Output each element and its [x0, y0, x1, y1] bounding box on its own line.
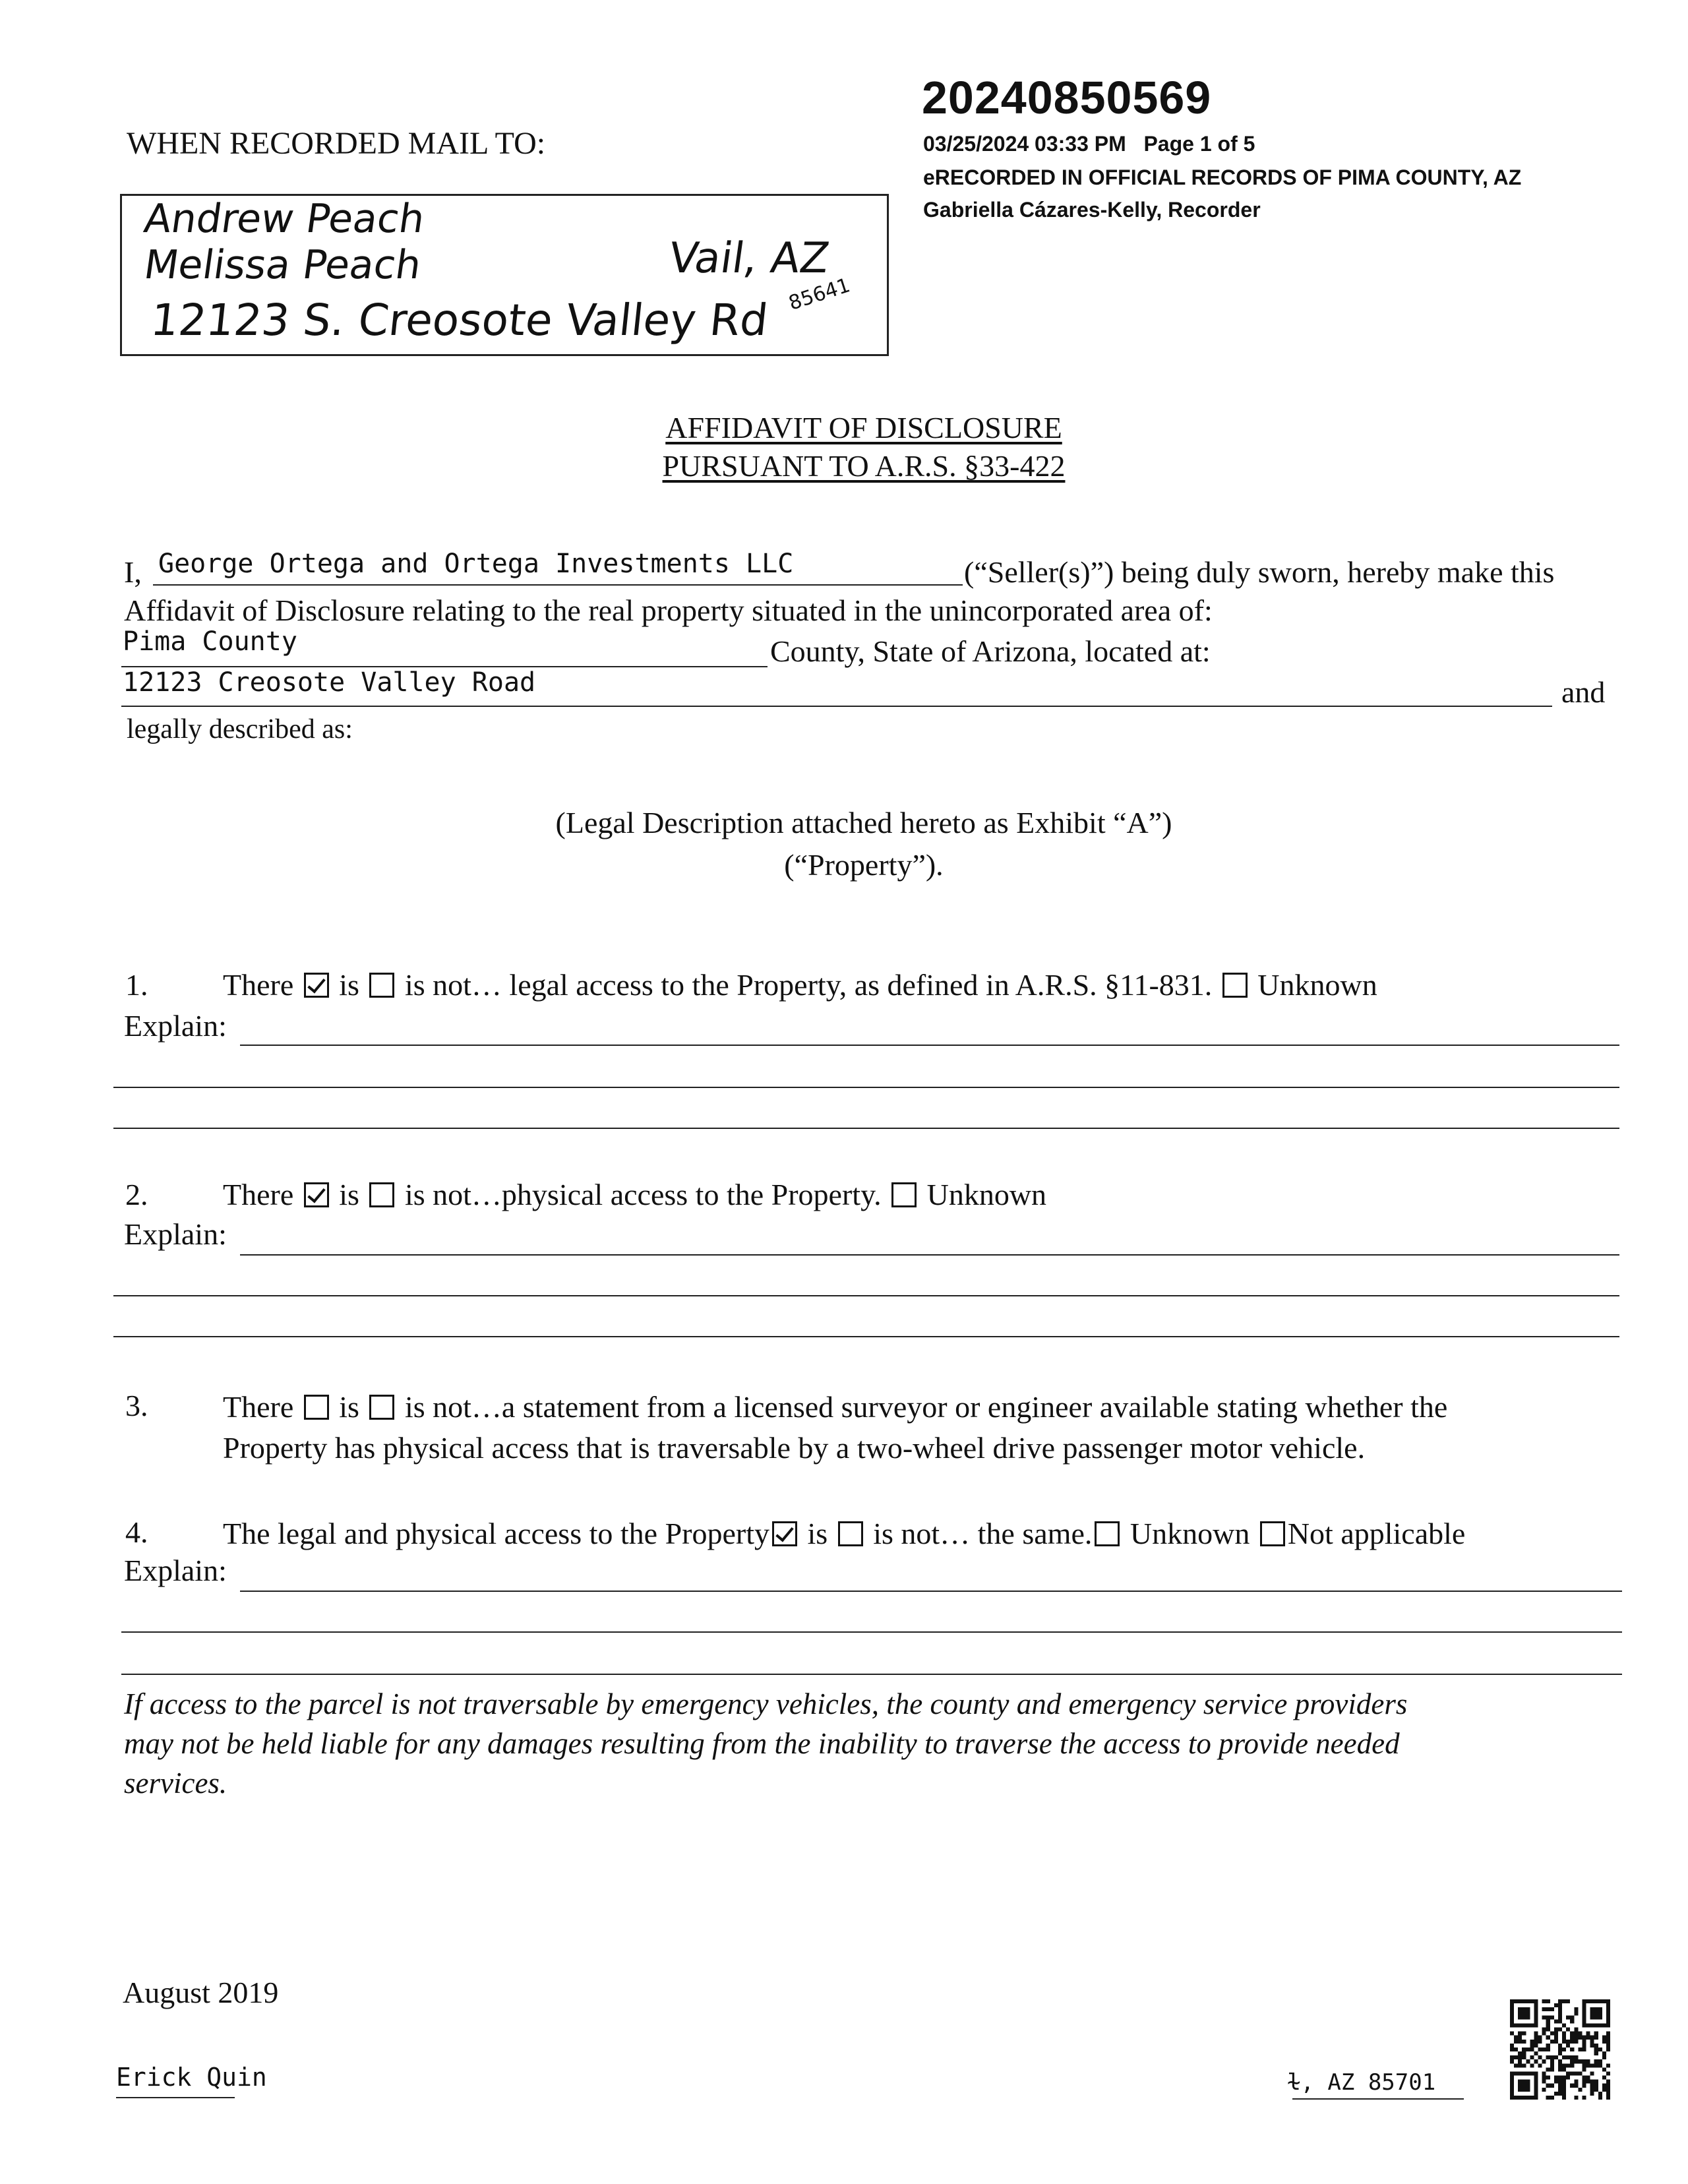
legally-described: legally described as:	[127, 714, 353, 744]
q1-explain-line-2	[113, 1087, 1619, 1088]
q1-is-not-label: is not… legal access to the Property, as defined in A.R.S. §11-831.	[404, 968, 1213, 1002]
legal-desc-line-1: (Legal Description attached hereto as Exhibit “A”)	[555, 806, 1172, 839]
recording-page: Page 1 of 5	[1143, 132, 1255, 156]
address-underline	[121, 706, 1552, 707]
qr-code-icon	[1510, 1999, 1610, 2100]
q1-is-not-checkbox[interactable]	[369, 973, 394, 998]
recording-datetime-page	[923, 132, 1255, 156]
q2-explain-line-1	[240, 1254, 1619, 1256]
erecorded-line: eRECORDED IN OFFICIAL RECORDS OF PIMA COUNTY, AZ	[923, 166, 1522, 189]
q4-explain-label: Explain:	[124, 1554, 227, 1587]
q2-is-checkbox[interactable]	[304, 1182, 329, 1207]
handwritten-name-1: Andrew Peach	[141, 196, 428, 242]
q1-number: 1.	[125, 968, 148, 1002]
q4-is-not-checkbox[interactable]	[838, 1521, 863, 1546]
disclaimer-line-1: If access to the parcel is not traversable by emergency vehicles, the county and emergency service providers	[124, 1687, 1408, 1720]
disclaimer-line-2: may not be held liable for any damages resulting from the inability to traverse the access to provide needed	[124, 1727, 1400, 1760]
q1-explain-line-3	[113, 1128, 1619, 1129]
seller-underline	[153, 584, 963, 586]
q1-row	[223, 967, 1377, 1004]
intro-prefix: I,	[124, 555, 142, 589]
footer-right-text: ɫ, AZ 85701	[1287, 2069, 1436, 2096]
footer-right-line	[1292, 2098, 1464, 2100]
recording-datetime: 03/25/2024 03:33 PM	[923, 132, 1126, 156]
seller-suffix: (“Seller(s)”) being duly sworn, hereby make this	[964, 555, 1555, 589]
q2-there: There	[223, 1178, 294, 1211]
q1-there: There	[223, 968, 294, 1002]
q3-there: There	[223, 1390, 294, 1424]
intro-line-2: Affidavit of Disclosure relating to the real property situated in the unincorporated area of:	[124, 593, 1213, 627]
q4-unknown-checkbox[interactable]	[1095, 1521, 1120, 1546]
q2-unknown-checkbox[interactable]	[891, 1182, 917, 1207]
property-address-field: 12123 Creosote Valley Road	[123, 667, 536, 698]
handwritten-address: 12123 S. Creosote Valley Rd	[148, 295, 771, 346]
q2-unknown-label: Unknown	[926, 1178, 1047, 1211]
q3-is-checkbox[interactable]	[304, 1395, 329, 1420]
q2-explain-line-2	[113, 1295, 1619, 1296]
q4-number: 4.	[125, 1515, 148, 1549]
footer-left-line	[116, 2097, 235, 2098]
q4-explain-line-3	[121, 1674, 1622, 1675]
q3-is-not-checkbox[interactable]	[369, 1395, 394, 1420]
q1-is-checkbox[interactable]	[304, 973, 329, 998]
mail-to-heading: WHEN RECORDED MAIL TO:	[127, 126, 546, 161]
q3-number: 3.	[125, 1389, 148, 1422]
q1-unknown-label: Unknown	[1257, 968, 1377, 1002]
q4-is-not-label: is not… the same.	[873, 1517, 1093, 1550]
q3-row	[223, 1389, 1447, 1426]
q4-unknown-label: Unknown	[1130, 1517, 1250, 1550]
legal-desc-line-2: (“Property”).	[784, 848, 944, 882]
q1-unknown-checkbox[interactable]	[1222, 973, 1248, 998]
recording-number: 20240850569	[922, 72, 1212, 123]
q1-is-label: is	[339, 968, 359, 1002]
county-field: Pima County	[123, 626, 297, 657]
footer-left-text: Erick Quin	[116, 2063, 267, 2092]
q2-is-not-checkbox[interactable]	[369, 1182, 394, 1207]
address-suffix: and	[1561, 675, 1606, 709]
q4-explain-line-1	[240, 1591, 1622, 1592]
q3-is-not-label: is not…a statement from a licensed surveyor or engineer available stating whether the	[404, 1390, 1448, 1424]
seller-name-field: George Ortega and Ortega Investments LLC	[158, 549, 794, 579]
q2-explain-line-3	[113, 1336, 1619, 1337]
q1-explain-line-1	[240, 1045, 1619, 1046]
q4-lead: The legal and physical access to the Property	[223, 1517, 769, 1550]
recorder-line: Gabriella Cázares-Kelly, Recorder	[923, 198, 1261, 222]
county-suffix: County, State of Arizona, located at:	[770, 634, 1211, 668]
q2-row	[223, 1176, 1046, 1213]
q4-is-checkbox[interactable]	[772, 1521, 797, 1546]
q4-explain-line-2	[121, 1631, 1622, 1633]
q2-is-label: is	[339, 1178, 359, 1211]
q3-is-label: is	[339, 1390, 359, 1424]
handwritten-name-2: Melissa Peach	[141, 242, 425, 288]
q2-number: 2.	[125, 1178, 148, 1211]
title-line-2: PURSUANT TO A.R.S. §33-422	[662, 449, 1066, 483]
q4-is-label: is	[807, 1517, 828, 1550]
q4-not-applicable-label: Not applicable	[1287, 1517, 1466, 1550]
mail-to-box	[120, 194, 889, 356]
disclaimer-line-3: services.	[124, 1767, 227, 1800]
q4-not-applicable-checkbox[interactable]	[1260, 1521, 1285, 1546]
handwritten-city: Vail, AZ	[665, 234, 833, 283]
q3-line-2: Property has physical access that is traversable by a two-wheel drive passenger motor vehicle.	[223, 1431, 1366, 1465]
form-date: August 2019	[123, 1976, 279, 2009]
q4-row	[223, 1515, 1465, 1552]
disclaimer	[124, 1684, 1634, 1803]
title-line-1: AFFIDAVIT OF DISCLOSURE	[665, 411, 1062, 444]
q1-explain-label: Explain:	[124, 1009, 227, 1043]
q2-explain-label: Explain:	[124, 1217, 227, 1251]
q2-is-not-label: is not…physical access to the Property.	[404, 1178, 882, 1211]
handwritten-zip: 85641	[785, 274, 853, 315]
